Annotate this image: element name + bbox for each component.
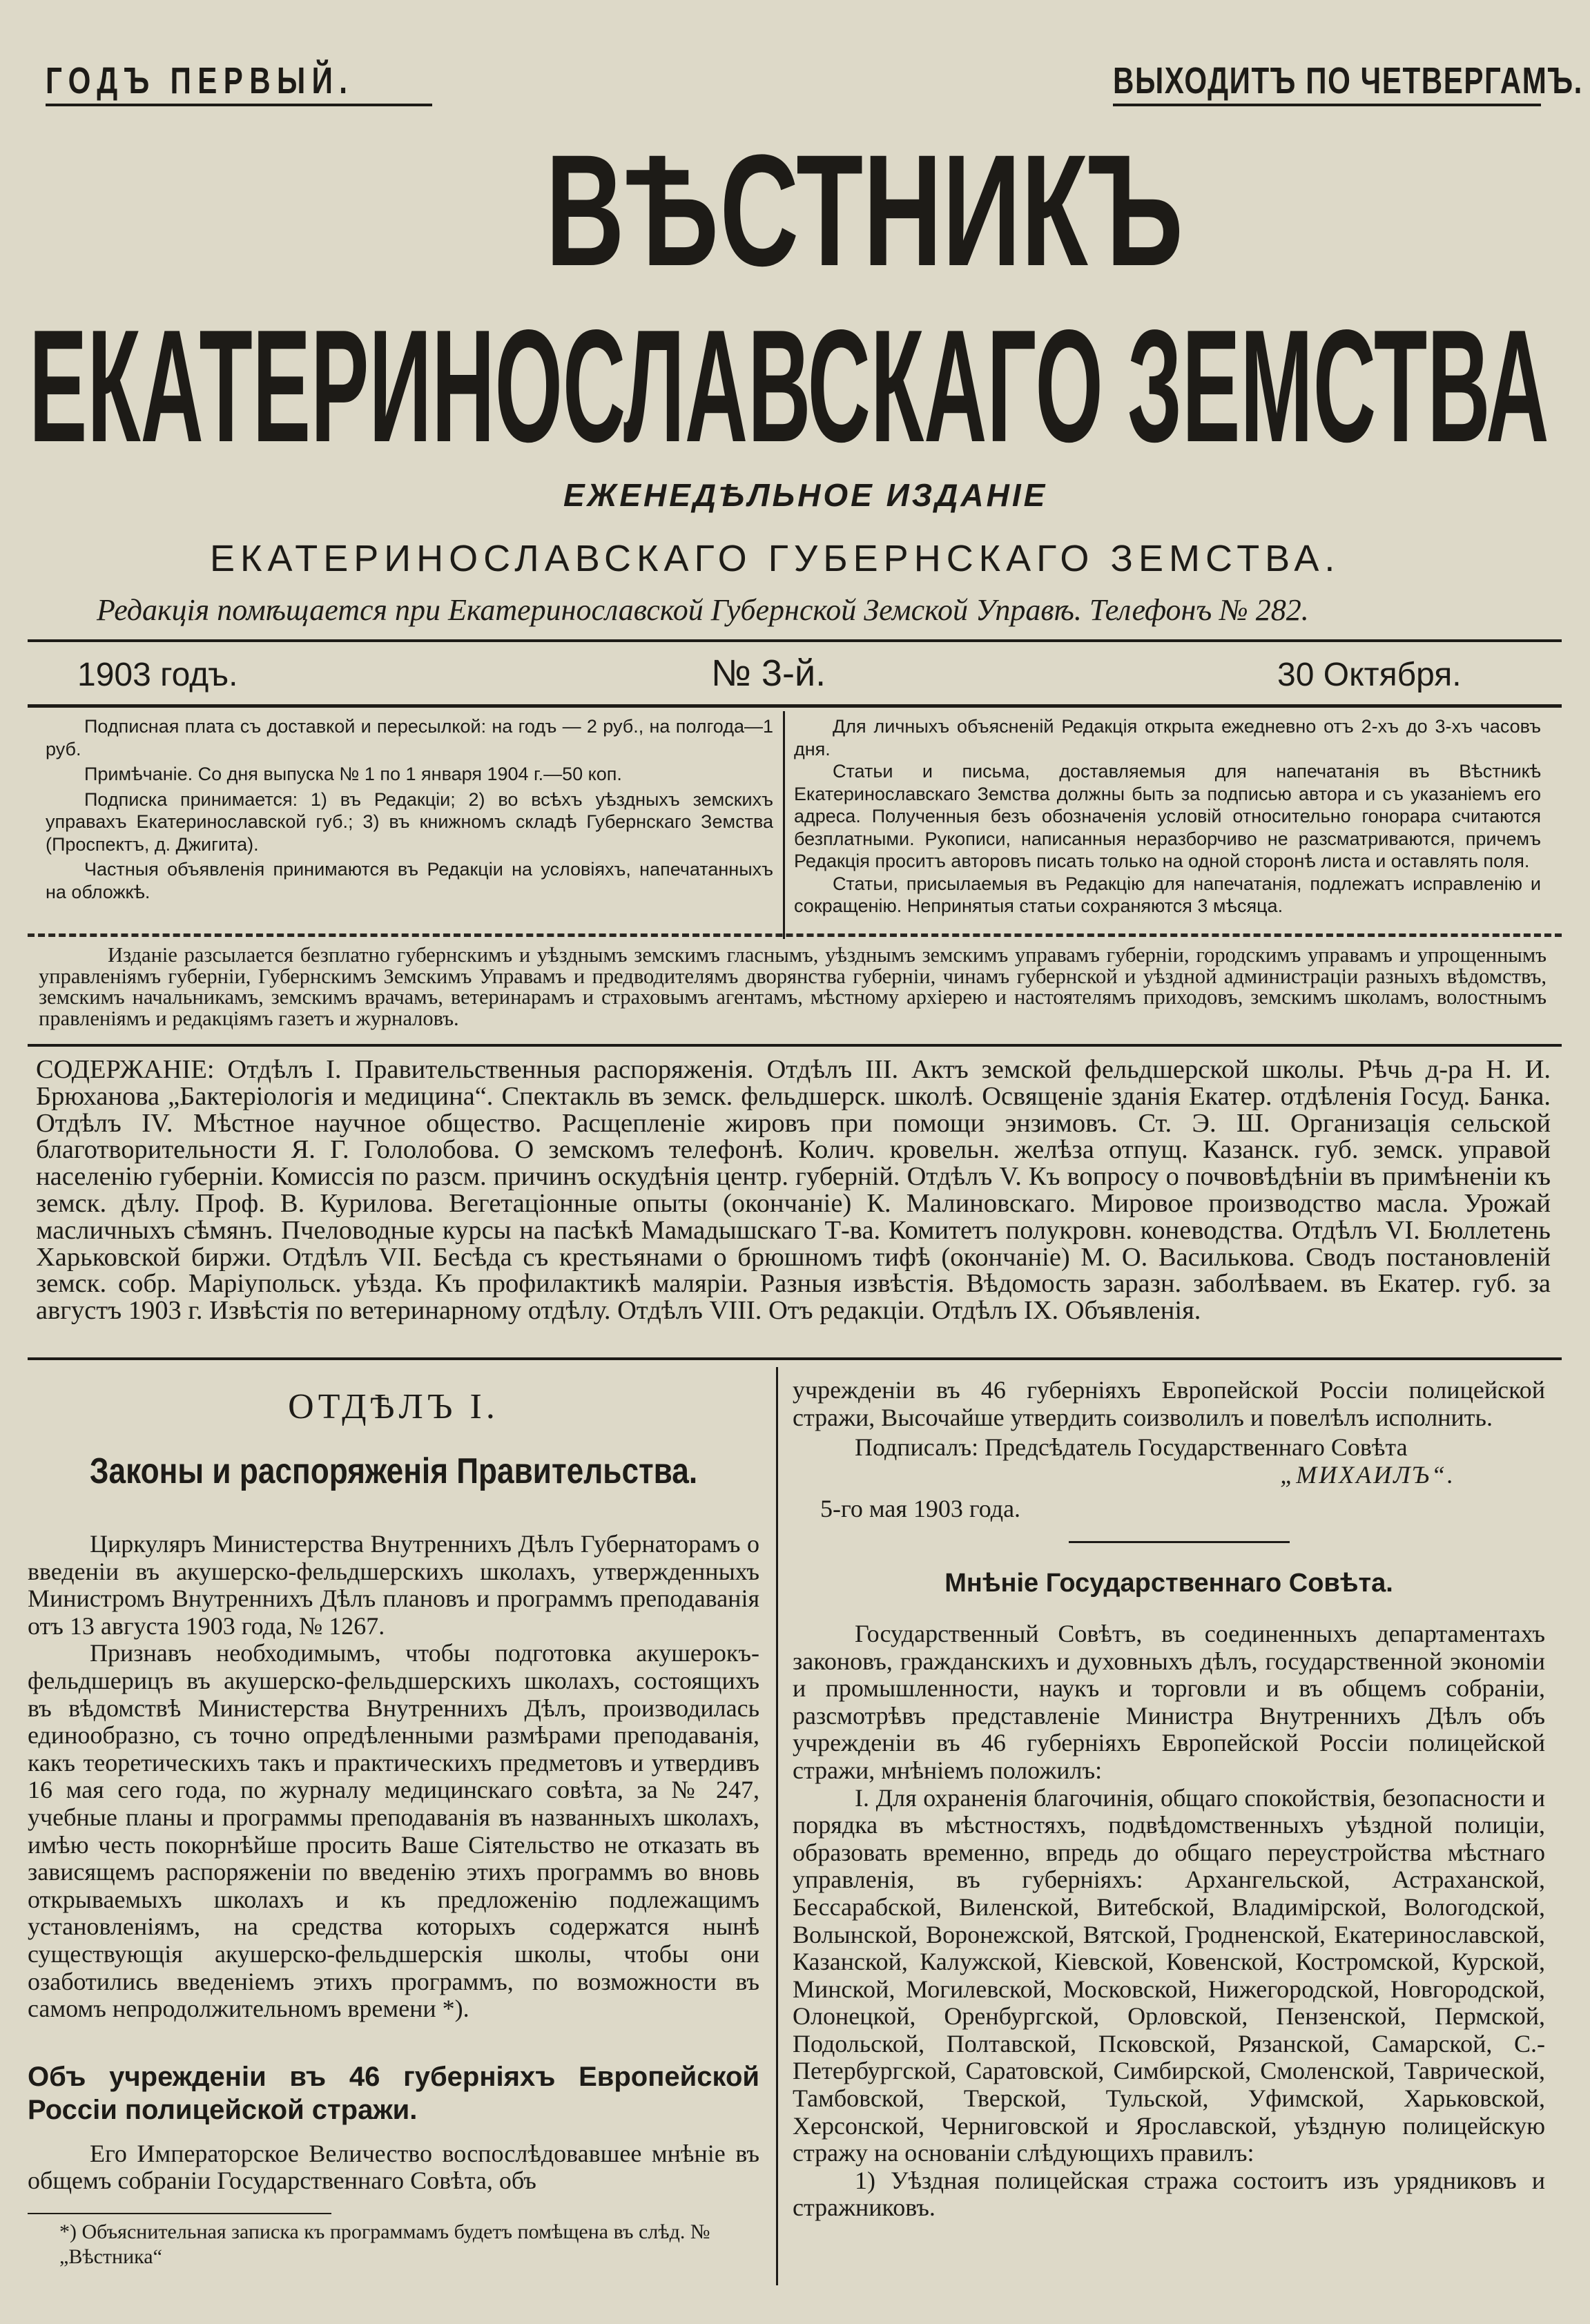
info-right-2: Статьи, присылаемыя въ Редакцію для напечатанія, подлежатъ исправленію и сокращенію. Непринятыя статьи сохраняются 3 мѣсяца. <box>794 873 1541 916</box>
council-point-1: I. Для охраненія благочинія, общаго спокойствія, безопасности и порядка въ мѣстностяхъ, подвѣдомственныхъ уѣздной полиціи, образовать временно, впредь до общаго переустройства мѣстнаго управленія, въ губерніяхъ: Архангельской, Астраханской, Бессарабской, Виленской, Витебской, Владимірской, Вологодской, Волынской, Воронежской, Вятской, Гродненской, Екатеринославской, Казанской, Калужской, Кіевской, Ковенской, Костромской, Курской, Минской, Могилевской, Московской, Нижегородской, Новгородской, Олонецкой, Оренбургской, Орловской, Пензенской, Пермской, Подольской, Полтавской, Псковской, Рязанской, Самарской, С.-Петербургской, Саратовской, Симбирской, Смоленской, Таврической, Тамбовской, Тверской, Тульской, Уфимской, Харьковской, Херсонской, Черниговской и Ярославской, уѣздную полицейскую стражу на основаніи слѣдующихъ правилъ: <box>793 1783 1545 2167</box>
circular-text: Признавъ необходимымъ, чтобы подготовка акушерокъ-фельдшерицъ въ акушерско-фельдшерскихъ школахъ, состоящихъ въ вѣдомствѣ Министерства Внутреннихъ Дѣлъ, производилась единообразно, съ точно опредѣленными размѣрами преподаванія, какъ теоретическихъ такъ и практическихъ предметовъ и утвердивъ 16 мая сего года, по журналу медицинскаго совѣта, за № 247, учебные планы и программы преподаванія въ названныхъ школахъ, имѣю честь покорнѣйше просить Ваше Сіятельство не отказать въ зависящемъ распоряженіи по введенію этихъ программъ во вновь открываемыхъ школахъ и къ предложенію подлежащимъ установленіямъ, на средства которыхъ содержатся нынѣ существующія акушерско-фельдшерскія школы, чтобы они озаботились введеніемъ этихъ программъ, по возможности въ самомъ непродолжительномъ времени *). <box>28 1639 759 2023</box>
issue-number: № 3-й. <box>711 652 826 694</box>
masthead-subtitle: ЕЖЕНЕДѢЛЬНОЕ ИЗДАНІЕ <box>563 477 1048 513</box>
info-left-1: Примѣчаніе. Со дня выпуска № 1 по 1 января 1904 г.—50 коп. <box>84 764 622 784</box>
subscription-info <box>46 715 773 903</box>
issue-date: 30 Октября. <box>1277 657 1462 693</box>
council-point-1-1: 1) Уѣздная полицейская стража состоитъ изъ урядниковъ и стражниковъ. <box>793 2166 1545 2222</box>
info-right-0: Для личныхъ объясненій Редакція открыта ежедневно отъ 2-хъ до 3-хъ часовъ дня. <box>794 716 1541 759</box>
decree-rule <box>1069 1541 1290 1543</box>
masthead-title-line1: ВѢСТНИКЪ <box>545 122 1183 299</box>
rule-top <box>28 639 1562 642</box>
year-label: ГОДЪ ПЕРВЫЙ. <box>46 60 354 101</box>
editorial-address: Редакція помѣщается при Екатеринославской Губернской Земской Управѣ. Телефонъ № 282. <box>97 593 1309 627</box>
signer-name: „МИХАИЛЪ“. <box>1280 1460 1455 1489</box>
circular-title: Циркуляръ Министерства Внутреннихъ Дѣлъ Губернаторамъ о введеніи въ акушерско-фельдшерскихъ школахъ, утвержденныхъ Министромъ Внутреннихъ Дѣлъ плановъ и программъ преподаванія отъ 13 августа 1903 года, № 1267. <box>28 1530 759 1640</box>
rule-issue <box>28 704 1562 708</box>
editorial-info <box>794 715 1541 918</box>
left-column-body <box>28 1531 759 2023</box>
masthead-title-line2: ЕКАТЕРИНОСЛАВСКАГО ЗЕМСТВА <box>29 297 1549 476</box>
council-opinion-text: Государственный Совѣтъ, въ соединенныхъ департаментахъ законовъ, гражданскихъ и духовныхъ дѣлъ, государственной экономіи и промышленности, наукъ и торговли и въ общемъ собраніи, разсмотрѣвъ представленіе Министра Внутреннихъ Дѣлъ объ учрежденіи въ 46 губерніяхъ Европейской Россіи полицейской стражи, мнѣніемъ положилъ: <box>793 1619 1545 1784</box>
decree-date: 5-го мая 1903 года. <box>820 1495 1021 1523</box>
info-left-0: Подписная плата съ доставкой и пересылкой: на годъ — 2 руб., на полгода—1 руб. <box>46 716 773 759</box>
section-number: ОТДѢЛЪ I. <box>288 1387 499 1426</box>
table-of-contents: СОДЕРЖАНІЕ: Отдѣлъ I. Правительственныя распоряженія. Отдѣлъ III. Актъ земской фельдшерской школы. Рѣчь д-ра Н. И. Брюханова „Бактеріологія и медицина“. Спектакль въ земск. фельдшерск. школѣ. Освященіе зданія Екатер. отдѣленія Госуд. Банка. Отдѣлъ IV. Мѣстное научное общество. Расщепленіе жировъ при помощи энзимовъ. Ст. Э. Ш. Организація сельской благотворительности Я. Г. Гололобова. О земскомъ телефонѣ. Колич. кровельн. желѣза отпущ. Казанск. губ. земск. управой населенію губерніи. Комиссія по разсм. причинъ оскудѣнія центр. губерній. Отдѣлъ V. Къ вопросу о почвовѣдѣніи въ примѣненіи къ земск. дѣлу. Проф. В. Курилова. Вегетаціонные опыты (окончаніе) К. Малиновскаго. Мировое производство масла. Урожай масличныхъ сѣмянъ. Пчеловодные курсы на пасѣкѣ Мамадышскаго Т-ва. Комитетъ полукровн. коневодства. Отдѣлъ VI. Бюллетень Харьковской биржи. Отдѣлъ VII. Бесѣда съ крестьянами о брюшномъ тифѣ (окончаніе) М. О. Василькова. Сводъ постановленій земск. собр. Маріупольск. уѣзда. Къ профилактикѣ маляріи. Разныя извѣстія. Вѣдомость заразн. заболѣваем. въ Екатер. губ. за августъ 1903 г. Извѣстія по ветеринарному отдѣлу. Отдѣлъ VIII. Отъ редакціи. Отдѣлъ IX. Объявленія. <box>36 1055 1551 1326</box>
rule-dashed <box>28 933 1562 937</box>
info-right-1: Статьи и письма, доставляемыя для напечатанія въ Вѣстникѣ Екатеринославскаго Земства должны быть за подписью автора и съ указаніемъ его адреса. Полученныя безъ обозначенія условій относительно гонорара считаются безплатными. Рукописи, написанныя неразборчиво не разсматриваются, причемъ Редакція проситъ авторовъ писать только на одной сторонѣ листа и оставлять поля. <box>794 761 1541 871</box>
masthead-publisher: ЕКАТЕРИНОСЛАВСКАГО ГУБЕРНСКАГО ЗЕМСТВА. <box>210 538 1341 579</box>
info-left-2: Подписка принимается: 1) въ Редакціи; 2) во всѣхъ уѣздныхъ земскихъ управахъ Екатеринославской губ.; 3) въ книжномъ складѣ Губернскаго Земства (Проспектъ, д. Джигита). <box>46 788 773 855</box>
left-column <box>28 1374 759 2269</box>
rule-contents-top <box>28 1044 1562 1047</box>
footnote: *) Объяснительная записка къ программамъ будетъ помѣщена въ слѣд. № „Вѣстника“ <box>59 2220 710 2268</box>
column-divider <box>776 1367 778 2285</box>
police-guard-heading: Объ учрежденіи въ 46 губерніяхъ Европейской Россіи полицейской стражи. <box>28 2061 759 2125</box>
year-underline <box>46 104 432 106</box>
rule-contents-bottom <box>28 1357 1562 1360</box>
publishing-day: ВЫХОДИТЪ ПО ЧЕТВЕРГАМЪ. <box>1113 60 1583 101</box>
issue-year: 1903 годъ. <box>77 657 238 693</box>
info-left-3: Частныя объявленія принимаются въ Редакціи на условіяхъ, напечатанныхъ на обложкѣ. <box>46 859 773 902</box>
distribution-note: Изданіе разсылается безплатно губернскимъ и уѣзднымъ земскимъ гласнымъ, уѣзднымъ земскимъ управамъ губерніи, городскимъ управамъ и упрощеннымъ управленіямъ губерніи, Губернскимъ Земскимъ Управамъ и предводителямъ дворянства губерніи, чинамъ губернской и уѣздной администраціи разныхъ вѣдомствъ, земскимъ начальникамъ, земскимъ врачамъ, ветеринарамъ и страховымъ агентамъ, мѣстному архіерею и настоятелямъ приходовъ, земскимъ школамъ, волостнымъ правленіямъ и редакціямъ газетъ и журналовъ. <box>39 943 1547 1030</box>
section-title: Законы и распоряженія Правительства. <box>89 1451 698 1491</box>
council-opinion-heading: Мнѣніе Государственнаго Совѣта. <box>944 1568 1393 1598</box>
decree-opening <box>28 2140 759 2195</box>
signed-by: Подписалъ: Предсѣдатель Государственнаго Совѣта <box>855 1433 1408 1462</box>
right-column <box>793 1377 1545 2222</box>
footnote-rule <box>28 2213 331 2214</box>
decree-opening-text: Его Императорское Величество воспослѣдовавшее мнѣніе въ общемъ собраніи Государственнаго Совѣта, объ <box>28 2139 759 2195</box>
info-divider <box>783 711 785 939</box>
decree-continuation: учрежденіи въ 46 губерніяхъ Европейской Россіи полицейской стражи, Высочайше утвердить соизволилъ и повелѣлъ исполнить. <box>793 1376 1545 1431</box>
publishing-day-underline <box>1113 104 1541 106</box>
